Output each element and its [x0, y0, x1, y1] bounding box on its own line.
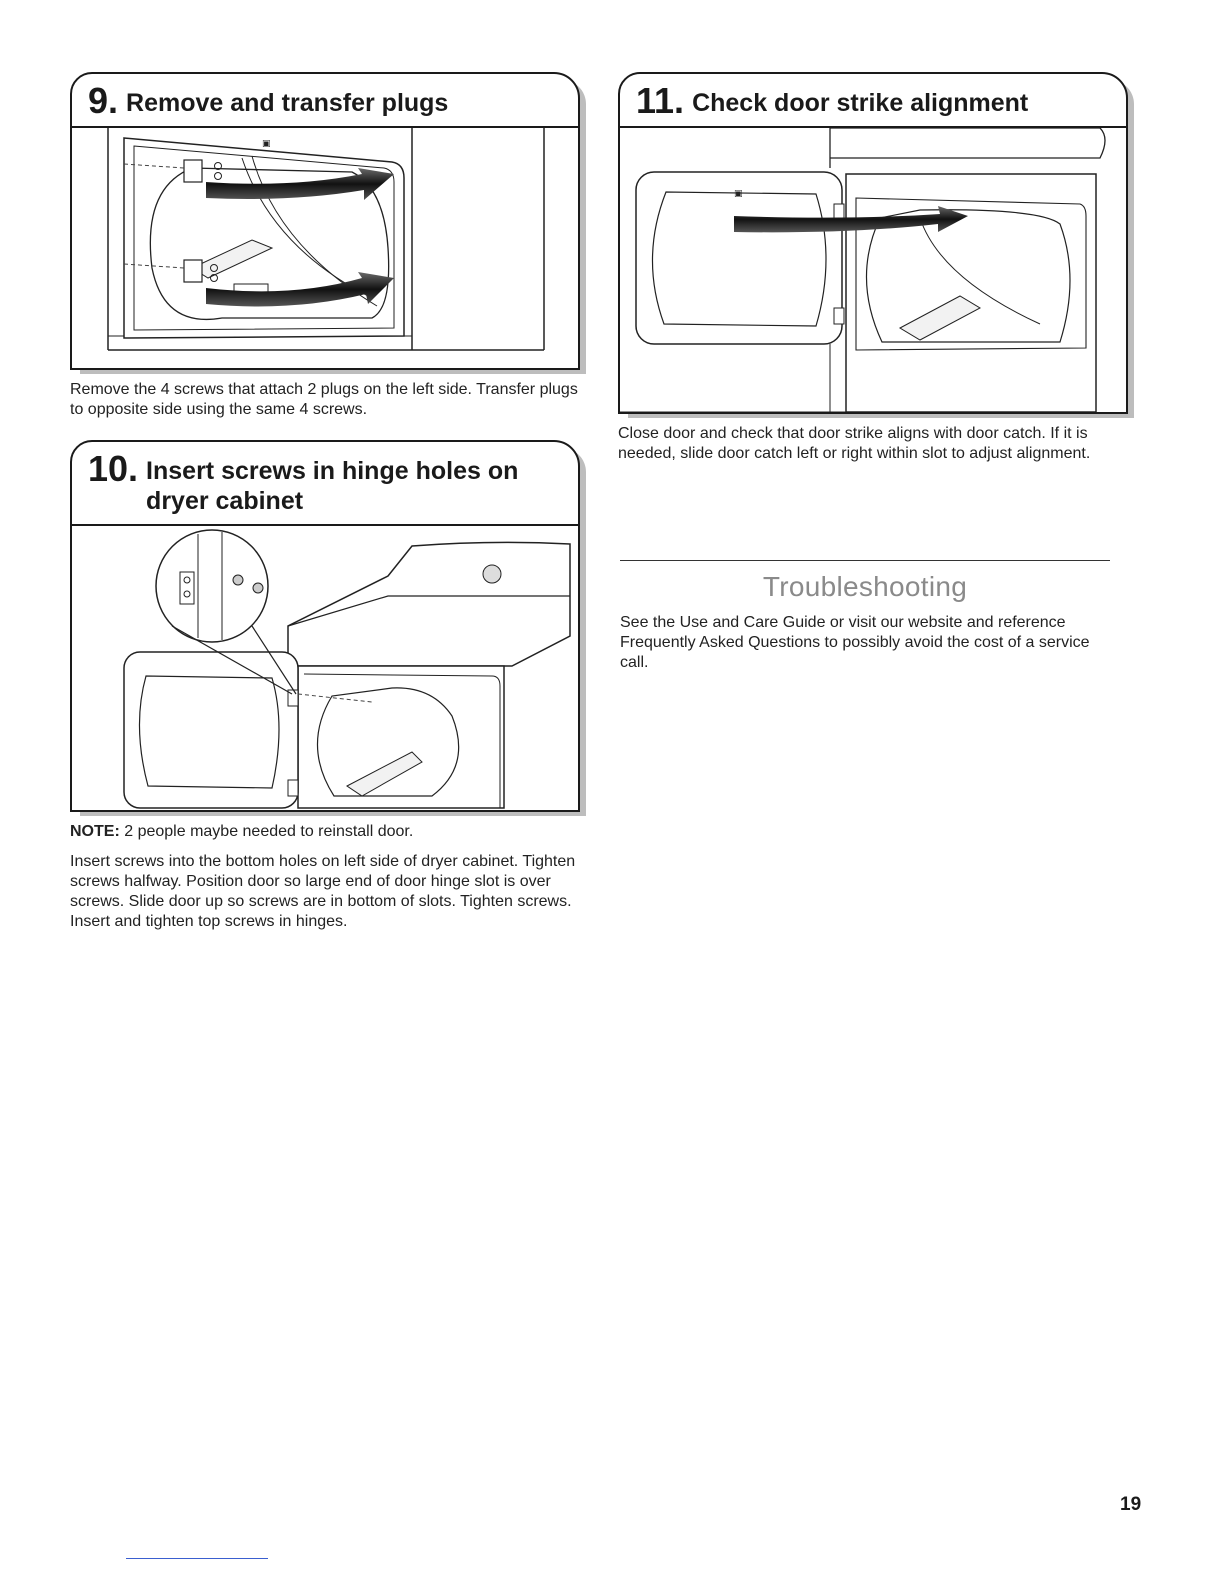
step-10-box [70, 440, 580, 812]
svg-text:▣: ▣ [262, 139, 271, 149]
step-9-box [70, 72, 580, 370]
step-9-illustration [72, 128, 578, 368]
step-11-section [618, 72, 1128, 464]
page-number: 19 [1120, 1494, 1142, 1515]
step-11-number: 11. [636, 80, 685, 121]
step-9-header [72, 74, 578, 128]
step-10-note [70, 822, 580, 842]
troubleshooting-title: Troubleshooting [762, 571, 968, 602]
step-10-section [70, 440, 580, 942]
step-9-section [70, 72, 580, 420]
step-10-illustration [72, 526, 578, 810]
step-11-header [620, 74, 1126, 128]
step-9-title: Remove and transfer plugs [126, 89, 449, 117]
note-text: 2 people maybe needed to reinstall door. [119, 823, 414, 840]
troubleshooting-divider [620, 560, 1110, 561]
step-11-caption: Close door and check that door strike aligns with door catch. If it is needed, slide door catch left or right within slot to adjust alignment. [618, 425, 1091, 462]
step-11-illustration [620, 128, 1126, 412]
step-10-title: Insert screws in hinge holes on dryer cabinet [146, 457, 519, 515]
svg-text:▣: ▣ [734, 189, 743, 199]
step-11-title: Check door strike alignment [692, 89, 1029, 117]
step-10-instructions: Insert screws into the bottom holes on left side of dryer cabinet. Tighten screws halfway. Position door so large end of door hinge slot is over screws. Slide door up so screws are in bottom of slots. Tighten screws. Insert and tighten top screws in hinges. [70, 853, 576, 930]
footer-line [126, 1558, 268, 1559]
step-9-caption: Remove the 4 screws that attach 2 plugs on the left side. Transfer plugs to opposite side using the same 4 screws. [70, 381, 578, 418]
step-9-number: 9. [88, 80, 119, 121]
troubleshooting-text: See the Use and Care Guide or visit our website and reference Frequently Asked Questions to possibly avoid the cost of a service call. [620, 614, 1090, 671]
step-10-header [72, 442, 578, 526]
note-label: NOTE: [70, 823, 120, 840]
troubleshooting-section [620, 560, 1110, 673]
step-11-box [618, 72, 1128, 414]
step-10-number: 10. [88, 448, 139, 489]
step-10-caption [70, 822, 580, 932]
